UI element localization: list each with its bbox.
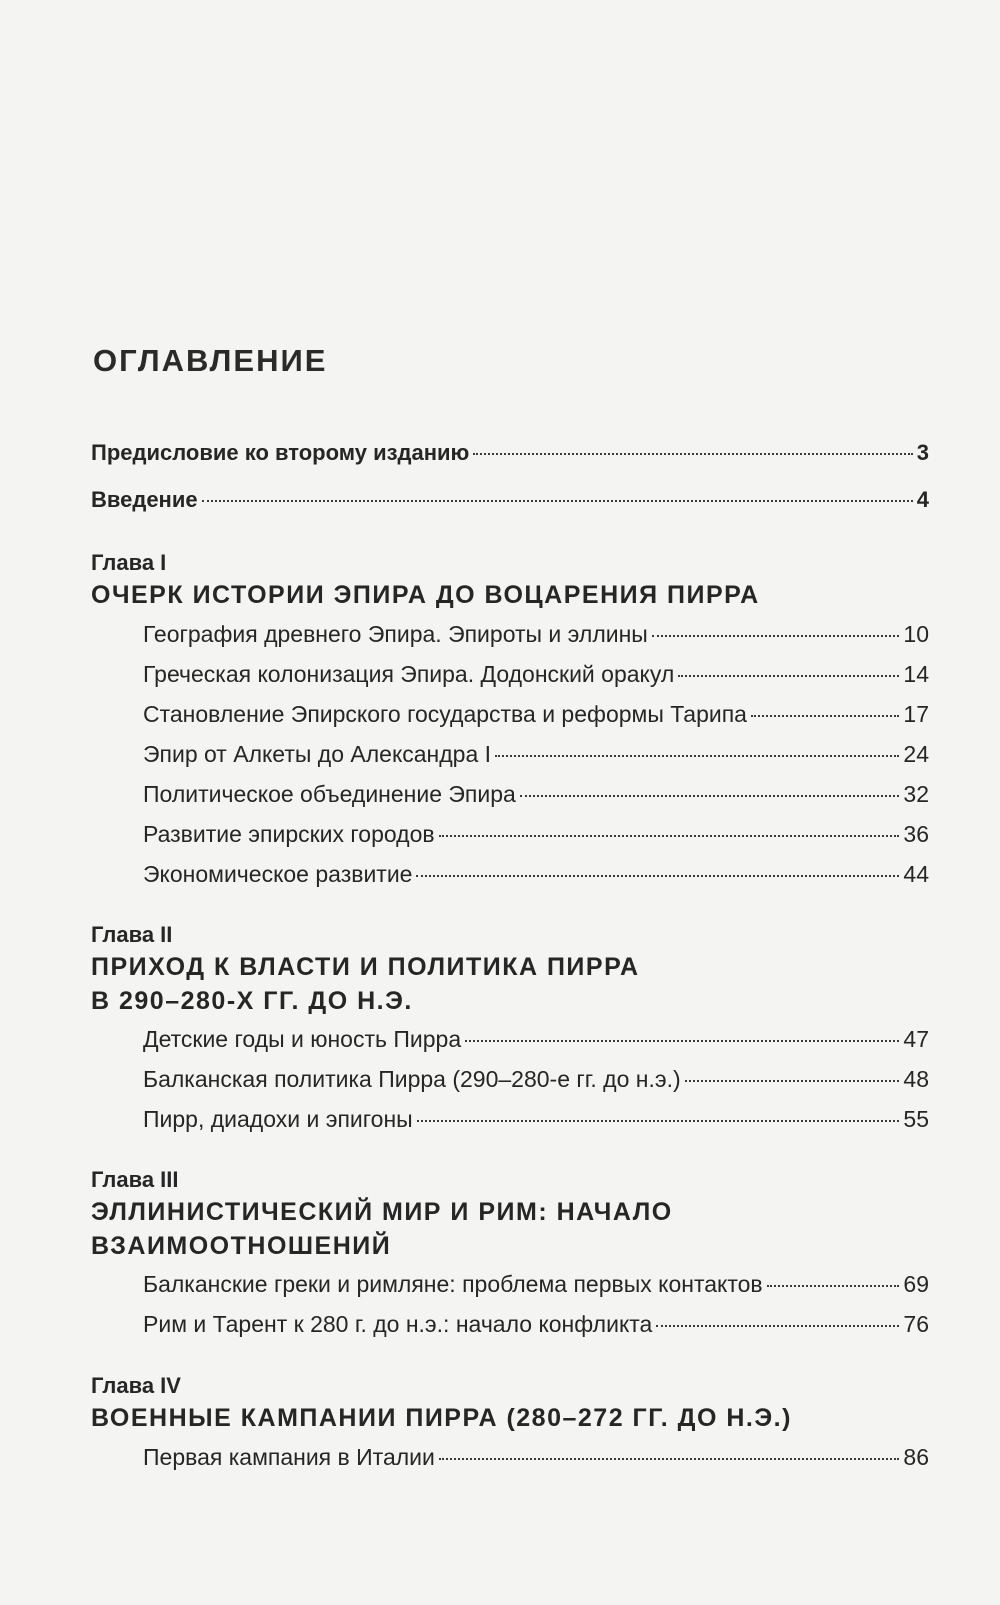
toc-entry-label: Предисловие ко второму изданию <box>91 440 470 465</box>
toc-section-page: 17 <box>903 701 929 727</box>
chapter-label: Глава II <box>91 922 173 947</box>
toc-section-label: Политическое объединение Эпира <box>143 781 516 807</box>
dot-leader <box>751 715 899 717</box>
toc-section <box>143 781 929 808</box>
toc-section-label: Балканские греки и римляне: проблема первых контактов <box>143 1271 763 1297</box>
toc-section-page: 10 <box>903 621 929 647</box>
toc-section-page: 48 <box>903 1066 929 1092</box>
dot-leader <box>465 1040 899 1042</box>
toc-section-label: Рим и Тарент к 280 г. до н.э.: начало конфликта <box>143 1311 653 1337</box>
toc-section-page: 69 <box>903 1271 929 1297</box>
toc-section-label: Детские годы и юность Пирра <box>143 1026 462 1052</box>
chapter-title-line: ЭЛЛИНИСТИЧЕСКИЙ МИР И РИМ: НАЧАЛО <box>91 1198 673 1226</box>
toc-section <box>143 661 929 688</box>
toc-section <box>143 621 929 648</box>
toc-section <box>143 1271 929 1298</box>
toc-entry-introduction <box>91 487 929 513</box>
toc-section-page: 24 <box>903 741 929 767</box>
chapter-title-line: В 290–280-Х ГГ. ДО Н.Э. <box>91 987 413 1015</box>
toc-entry-page: 3 <box>916 440 929 465</box>
chapter-title <box>91 950 911 1018</box>
toc-section-label: Эпир от Алкеты до Александра I <box>143 741 492 767</box>
dot-leader <box>678 675 899 677</box>
toc-section-label: Развитие эпирских городов <box>143 821 435 847</box>
toc-entry-page: 4 <box>916 487 929 512</box>
toc-section <box>143 1066 929 1093</box>
toc-section-page: 44 <box>903 861 929 887</box>
chapter-title <box>91 1195 911 1263</box>
dot-leader <box>416 875 899 877</box>
toc-section-page: 32 <box>903 781 929 807</box>
toc-section-label: Первая кампания в Италии <box>143 1444 435 1470</box>
dot-leader <box>520 795 900 797</box>
chapter-title <box>91 578 911 612</box>
dot-leader <box>439 1458 900 1460</box>
toc-entry-label: Введение <box>91 487 198 512</box>
dot-leader <box>202 500 913 502</box>
toc-section <box>143 1444 929 1471</box>
toc-section-page: 86 <box>903 1444 929 1470</box>
toc-section-page: 47 <box>903 1026 929 1052</box>
toc-section-page: 14 <box>903 661 929 687</box>
toc-section <box>143 1026 929 1053</box>
toc-section <box>143 1311 929 1338</box>
toc-section-label: Становление Эпирского государства и реформы Тарипа <box>143 701 747 727</box>
toc-section-page: 55 <box>903 1106 929 1132</box>
toc-section <box>143 701 929 728</box>
toc-section-label: Балканская политика Пирра (290–280-е гг. до н.э.) <box>143 1066 681 1092</box>
dot-leader <box>473 453 912 455</box>
chapter-title-line: ПРИХОД К ВЛАСТИ И ПОЛИТИКА ПИРРА <box>91 953 640 981</box>
toc-section-label: Экономическое развитие <box>143 861 413 887</box>
dot-leader <box>652 635 900 637</box>
toc-section-label: География древнего Эпира. Эпироты и эллины <box>143 621 648 647</box>
toc-section-label: Греческая колонизация Эпира. Додонский оракул <box>143 661 675 687</box>
dot-leader <box>417 1120 900 1122</box>
chapter-title-line: ВЗАИМООТНОШЕНИЙ <box>91 1232 392 1260</box>
chapter-label: Глава IV <box>91 1373 181 1398</box>
toc-entry-preface <box>91 440 929 466</box>
toc-title: ОГЛАВЛЕНИЕ <box>93 343 328 378</box>
dot-leader <box>767 1285 900 1287</box>
toc-section-page: 76 <box>903 1311 929 1337</box>
toc-section <box>143 741 929 768</box>
chapter-title <box>91 1401 911 1435</box>
chapter-label: Глава I <box>91 550 167 575</box>
dot-leader <box>656 1325 899 1327</box>
toc-section-page: 36 <box>903 821 929 847</box>
toc-section <box>143 861 929 888</box>
toc-section <box>143 821 929 848</box>
toc-section <box>143 1106 929 1133</box>
chapter-title-line: ОЧЕРК ИСТОРИИ ЭПИРА ДО ВОЦАРЕНИЯ ПИРРА <box>91 581 760 609</box>
chapter-label: Глава III <box>91 1167 179 1192</box>
toc-section-label: Пирр, диадохи и эпигоны <box>143 1106 413 1132</box>
dot-leader <box>439 835 900 837</box>
chapter-title-line: ВОЕННЫЕ КАМПАНИИ ПИРРА (280–272 ГГ. ДО Н.Э.) <box>91 1404 792 1432</box>
dot-leader <box>685 1080 900 1082</box>
dot-leader <box>495 755 899 757</box>
